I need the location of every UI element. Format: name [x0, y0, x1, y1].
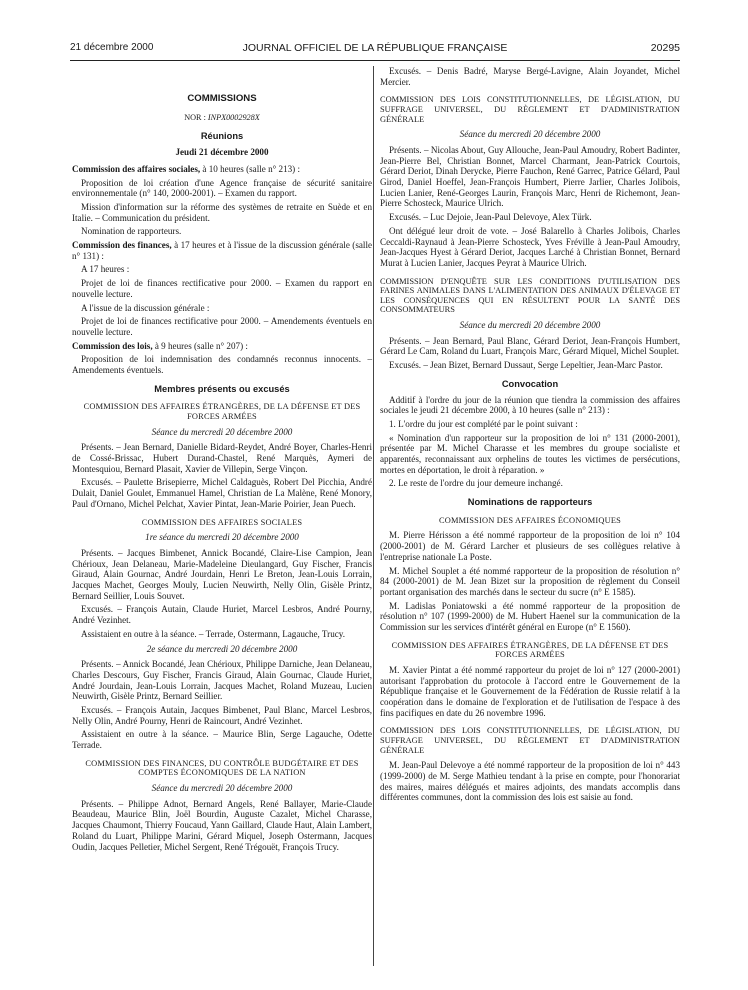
- paragraph: M. Jean-Paul Delevoye a été nommé rapporteur de la proposition de loi n° 443 (1999-2000) de M. Serge Mathieu tendant à la prise en compte, pour l'honorariat des maires, maires délégués et maires adjoints, des mandats accomplis dans différentes communes, dont la commission des lois est saisie au fond.: [380, 760, 680, 803]
- paragraph: 1. L'ordre du jour est complété par le point suivant :: [389, 418, 578, 429]
- column-separator: [373, 66, 374, 966]
- paragraph: Commission des affaires sociales, à 10 heures (salle n° 213) :: [72, 163, 301, 174]
- paragraph: M. Michel Souplet a été nommé rapporteur de la proposition de résolution n° 84 (2000-2001) de M. Jean Bizet sur la proposition de règlement du Conseil portant organisation des marchés dans le secteur du sucre (n° E 1585).: [380, 565, 680, 597]
- commission-title: COMMISSION DES FINANCES, DU CONTRÔLE BUDGÉTAIRE ET DES COMPTES ÉCONOMIQUES DE LA NATION: [85, 758, 359, 778]
- reunions-heading: Réunions: [200, 131, 244, 142]
- excuses-list: Excusés. – François Autain, Jacques Bimbenet, Paul Blanc, Marcel Lesbros, Nelly Olin, André Pourny, Henri de Raincourt, André Vezinhet.: [72, 705, 372, 726]
- presents-list: Présents. – Jean Bernard, Danielle Bidard-Reydet, André Boyer, Charles-Henri de Cossé-Brissac, Hubert Durand-Chastel, René Marquès, Aymeri de Montesquiou, Bernard Plasait, Xavier de Villepin, Serge Vinçon.: [72, 442, 372, 474]
- paragraph: M. Xavier Pintat a été nommé rapporteur du projet de loi n° 127 (2000-2001) autorisant l'approbation du protocole à l'accord entre le Gouvernement de la République française et le Gouvernement de la Fédération de Russie relatif à la coopération dans le domaine de l'exploration et de l'utilisation de l'espace à des fins pacifiques en date du 26 novembre 1996.: [380, 664, 680, 718]
- nor-reference: NOR : INPX0002928X: [184, 112, 260, 122]
- paragraph: Proposition de loi indemnisation des condamnés reconnus innocents. – Amendements éventuels.: [72, 354, 372, 376]
- presents-list: Présents. – Jean Bernard, Paul Blanc, Gérard Deriot, Jean-François Humbert, Gérard Le Cam, Roland du Luart, François Marc, Gérard Miquel, Michel Souplet.: [380, 335, 680, 357]
- excuses-list: Excusés. – Denis Badré, Maryse Bergé-Lavigne, Alain Joyandet, Michel Mercier.: [380, 66, 680, 87]
- presents-list: Présents. – Philippe Adnot, Bernard Angels, René Ballayer, Marie-Claude Beaudeau, Maurice Blin, Joël Bourdin, Auguste Cazalet, Michel Charasse, Jacques Chaumont, Thierry Foucaud, Yann Gaillard, Claude Haut, Alain Lambert, Roland du Luart, Philippe Marini, Gérard Miquel, Joseph Ostermann, Jacques Oudin, Jacques Pelletier, Michel Sergent, René Trégouët, François Trucy.: [72, 798, 372, 852]
- section-title: COMMISSIONS: [187, 93, 257, 104]
- membres-heading: Membres présents ou excusés: [154, 383, 290, 394]
- excuses-list: Excusés. – François Autain, Claude Huriet, Marcel Lesbros, André Pourny, André Vezinhet.: [72, 604, 372, 626]
- paragraph: Commission des finances, à 17 heures et à l'issue de la discussion générale (salle n° 131) :: [72, 240, 373, 261]
- paragraph: A l'issue de la discussion générale :: [81, 302, 210, 313]
- paragraph: A 17 heures :: [81, 264, 130, 275]
- paragraph: Projet de loi de finances rectificative pour 2000. – Amendements éventuels en nouvelle lecture.: [72, 316, 372, 337]
- seance-date: 1re séance du mercredi 20 décembre 2000: [145, 532, 299, 543]
- commission-title: COMMISSION DES AFFAIRES ÉTRANGÈRES, DE LA DÉFENSE ET DES FORCES ARMÉES: [391, 640, 669, 660]
- commission-title: COMMISSION DES LOIS CONSTITUTIONNELLES, DE LÉGISLATION, DU SUFFRAGE UNIVERSEL, DU RÈGLEMENT ET D'ADMINISTRATION GÉNÉRALE: [380, 726, 680, 755]
- commission-title: COMMISSION DES AFFAIRES ÉCONOMIQUES: [438, 515, 622, 525]
- commission-title: COMMISSION DES LOIS CONSTITUTIONNELLES, DE LÉGISLATION, DU SUFFRAGE UNIVERSEL, DU RÈGLEMENT ET D'ADMINISTRATION GÉNÉRALE: [380, 95, 680, 124]
- paragraph: Commission des lois, à 9 heures (salle n° 207) :: [72, 340, 248, 351]
- assistaient-list: Assistaient en outre à la séance. – Maurice Blin, Serge Lagauche, Odette Terrade.: [72, 729, 372, 751]
- paragraph: 2. Le reste de l'ordre du jour demeure inchangé.: [389, 478, 563, 489]
- page-header: [70, 42, 680, 58]
- seance-date: Séance du mercredi 20 décembre 2000: [151, 783, 293, 794]
- assistaient-list: Assistaient en outre à la séance. – Terrade, Ostermann, Lagauche, Trucy.: [81, 628, 346, 639]
- delegation-list: Ont délégué leur droit de vote. – José Balarello à Charles Jolibois, Charles Ceccaldi-Raynaud à Jean-Pierre Schosteck, Yves Fréville à Jean-Paul Amoudry, Jean-Jacques Hyest à Gérard Deriot, Jacques Larché à Christian Bonnet, Bernard Murat à Lucien Lanier, Jacques Peyrat à Maurice Ulrich.: [380, 225, 680, 268]
- excuses-list: Excusés. – Paulette Brisepierre, Michel Caldaguès, Robert Del Picchia, André Dulait, Daniel Goulet, Emmanuel Hamel, Christian de La Malène, René Monory, Paul d'Ornano, Michel Pelchat, Xavier Pintat, Jean-Marie Poirier, Jean Puech.: [72, 477, 372, 509]
- nominations-heading: Nominations de rapporteurs: [467, 497, 593, 508]
- commission-title: COMMISSION DES AFFAIRES SOCIALES: [141, 517, 303, 527]
- paragraph: Additif à l'ordre du jour de la réunion que tiendra la commission des affaires sociales le jeudi 21 décembre 2000, à 10 heures (salle n° 213) :: [380, 394, 680, 416]
- presents-list: Présents. – Annick Bocandé, Jean Chérioux, Philippe Darniche, Jean Delaneau, Charles Descours, Guy Fischer, Francis Giraud, Alain Gournac, Claude Huriet, André Jourdain, Jean-Louis Lorrain, Jacques Machet, Roland Muzeau, Lucien Neuwirth, Gisèle Printz, Bernard Seillier.: [72, 659, 372, 702]
- paragraph: Mission d'information sur la réforme des systèmes de retraite en Suède et en Italie. – Communication du président.: [72, 201, 372, 223]
- paragraph: Proposition de loi création d'une Agence française de sécurité sanitaire environnementale (n° 140, 2000-2001). – Examen du rapport.: [72, 177, 372, 199]
- commission-title: COMMISSION D'ENQUÊTE SUR LES CONDITIONS D'UTILISATION DES FARINES ANIMALES DANS L'ALIMENTATION DES ANIMAUX D'ÉLEVAGE ET LES CONSÉQUENCES QUI EN RÉSULTENT POUR LA SANTÉ DES CONSOMMATEURS: [380, 276, 680, 315]
- excuses-list: Excusés. – Luc Dejoie, Jean-Paul Delevoye, Alex Türk.: [389, 212, 592, 223]
- seance-date: 2e séance du mercredi 20 décembre 2000: [146, 643, 298, 654]
- paragraph: M. Ladislas Poniatowski a été nommé rapporteur de la proposition de résolution n° 107 (1999-2000) de M. Hubert Haenel sur la communication de la Commission sur les services d'intérêt général en Europe (n° E 1560).: [380, 600, 680, 633]
- day-heading: Jeudi 21 décembre 2000: [175, 147, 269, 158]
- header-date: 21 décembre 2000: [70, 42, 154, 53]
- excuses-list: Excusés. – Jean Bizet, Bernard Dussaut, Serge Lepeltier, Jean-Marc Pastor.: [389, 360, 663, 371]
- commission-title: COMMISSION DES AFFAIRES ÉTRANGÈRES, DE LA DÉFENSE ET DES FORCES ARMÉES: [83, 402, 361, 422]
- right-column: [380, 66, 680, 806]
- paragraph: Nomination de rapporteurs.: [81, 226, 182, 237]
- paragraph: Projet de loi de finances rectificative pour 2000. – Examen du rapport en nouvelle lecture.: [72, 278, 372, 299]
- header-rule: [70, 60, 680, 61]
- left-column: [72, 88, 372, 855]
- paragraph: M. Pierre Hérisson a été nommé rapporteur de la proposition de loi n° 104 (2000-2001) de M. Gérard Larcher et plusieurs de ses collègues relative à l'entreprise nationale La Poste.: [380, 530, 680, 562]
- header-page-number: 20295: [650, 42, 680, 54]
- presents-list: Présents. – Nicolas About, Guy Allouche, Jean-Paul Amoudry, Robert Badinter, Jean-Pierre Bel, Christian Bonnet, Marcel Charmant, Jean-Patrick Courtois, Gérard Deriot, Dinah Derycke, Pierre Fauchon, René Garrec, Patrice Gélard, Paul Girod, Daniel Hoeffel, Jean-François Humbert, Pierre Jarlier, Charles Jolibois, Lucien Lanier, René-Georges Laurin, François Marc, Henri de Richemont, Jean-Pierre Schosteck, Maurice Ulrich.: [380, 144, 680, 209]
- presents-list: Présents. – Jacques Bimbenet, Annick Bocandé, Claire-Lise Campion, Jean Chérioux, Jean Delaneau, Marie-Madeleine Dieulangard, Guy Fischer, Francis Giraud, Alain Gournac, André Jourdain, Henri Le Breton, Jean-Louis Lorrain, Jacques Machet, Georges Mouly, Lucien Neuwirth, Nelly Olin, Gisèle Printz, Bernard Seillier, Louis Souvet.: [72, 547, 372, 601]
- seance-date: Séance du mercredi 20 décembre 2000: [151, 426, 293, 437]
- header-journal-title: JOURNAL OFFICIEL DE LA RÉPUBLIQUE FRANÇAISE: [242, 42, 508, 54]
- paragraph: « Nomination d'un rapporteur sur la proposition de loi n° 131 (2000-2001), présentée par M. Michel Charasse et les membres du groupe socialiste et apparentés, reconnaissant aux orphelins de toutes les victimes de persécutions, mortes en déportation, le droit à réparation. »: [380, 432, 680, 475]
- seance-date: Séance du mercredi 20 décembre 2000: [459, 129, 601, 140]
- convocation-heading: Convocation: [501, 378, 559, 389]
- seance-date: Séance du mercredi 20 décembre 2000: [459, 320, 601, 330]
